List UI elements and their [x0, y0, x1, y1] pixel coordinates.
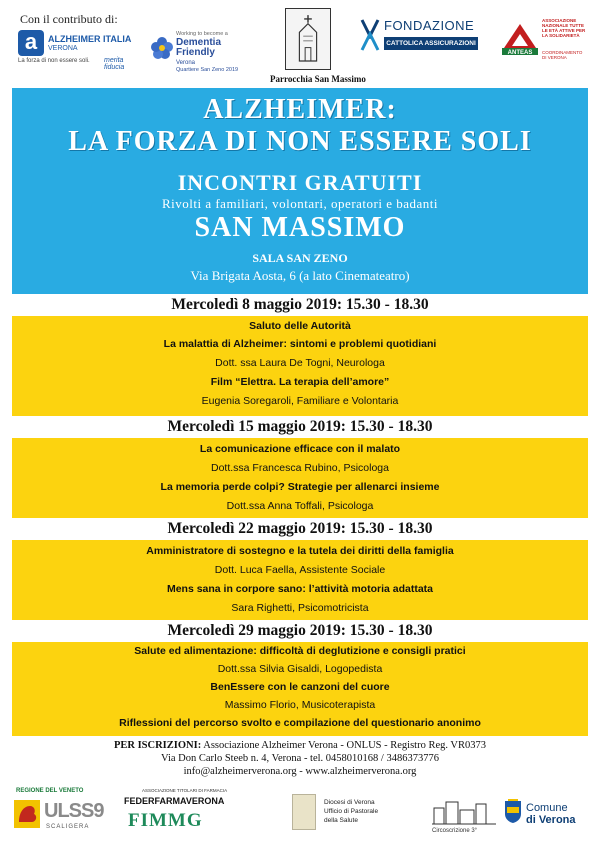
comune-logo [504, 796, 590, 836]
alzheimer-italia-logo [18, 30, 138, 74]
venue: SALA SAN ZENO [252, 251, 348, 265]
event-item: BenEssere con le canzoni del cuore [210, 681, 390, 693]
alzheimer-italia-name: ALZHEIMER ITALIA [48, 34, 132, 44]
forget-me-not-icon [150, 36, 174, 60]
dementia-sub: Quartiere San Zeno 2019 [176, 67, 239, 73]
registration-lead: PER ISCRIZIONI: [113, 740, 202, 751]
dementia-friendly-logo [150, 30, 260, 76]
registration-contacts[interactable]: info@alzheimerverona.org - www.alzheimerverona.org [183, 766, 417, 777]
diocesi-line1: Diocesi di Verona [324, 799, 375, 806]
circoscrizione-logo [428, 796, 504, 840]
title-line2: LA FORZA DI NON ESSERE SOLI [68, 126, 532, 157]
fondazione-name: FONDAZIONE [384, 18, 475, 33]
event-block [12, 316, 588, 416]
ulss9-logo [14, 788, 104, 838]
event-item: La comunicazione efficace con il malato [199, 443, 401, 455]
federfarma-top: ASSOCIAZIONE TITOLARI DI FARMACIA [142, 788, 228, 793]
event-item: Dott. Luca Faella, Assistente Sociale [214, 564, 386, 576]
federfarma-name: FEDERFARMAVERONA [124, 796, 225, 806]
diocesi-mark-icon [292, 794, 316, 830]
event-item: La malattia di Alzheimer: sintomi e problemi quotidiani [163, 338, 437, 350]
event-block [12, 642, 588, 736]
parrocchia-logo [270, 8, 372, 88]
event-date: Mercoledì 15 maggio 2019: 15.30 - 18.30 [167, 418, 433, 435]
circoscrizione-name: Circoscrizione 3° [432, 828, 478, 834]
comune-line2: di Verona [526, 814, 576, 826]
registration-line1 [0, 740, 600, 753]
event-item: Massimo Florio, Musicoterapista [224, 699, 376, 711]
event-date: Mercoledì 8 maggio 2019: 15.30 - 18.30 [171, 296, 429, 313]
address: Via Brigata Aosta, 6 (a lato Cinemateatro) [190, 268, 410, 283]
anteas-city: COORDINAMENTO DI VERONA [542, 50, 583, 60]
diocesi-logo [292, 792, 412, 836]
ulss-sub: SCALIGERA [46, 824, 90, 830]
event-item: Amministratore di sostegno e la tutela dei diritti della famiglia [146, 545, 454, 557]
event-item: Eugenia Soregaroli, Familiare e Volontaria [201, 395, 399, 407]
event-item: Mens sana in corpore sano: l’attività motoria adattata [166, 583, 434, 595]
fondazione-mark-icon [360, 18, 380, 52]
audience: Rivolti a familiari, volontari, operatori e badanti [161, 196, 439, 211]
event-item: Film “Elettra. La terapia dell’amore” [210, 376, 390, 388]
parrocchia-name: Parrocchia San Massimo [270, 74, 366, 84]
event-item: Saluto delle Autorità [249, 320, 351, 332]
alzheimer-italia-tagline: La forza di non essere soli. [18, 58, 90, 64]
event-item: Dott. ssa Laura De Togni, Neurologa [215, 357, 385, 369]
dementia-name-line2: Friendly [176, 47, 215, 58]
location: SAN MASSIMO [194, 212, 406, 243]
merita-fiducia-badge: merita fiducia [104, 57, 125, 71]
dementia-top-text: Working to become a [176, 31, 228, 37]
event-item: Dott.ssa Anna Toffali, Psicologa [226, 500, 374, 512]
fondazione-logo [360, 16, 482, 58]
lion-icon [14, 800, 40, 828]
event-date: Mercoledì 29 maggio 2019: 15.30 - 18.30 [167, 622, 433, 639]
sponsor-intro: Con il contributo di: [20, 12, 118, 26]
event-item: Sara Righetti, Psicomotricista [231, 602, 369, 614]
subtitle: INCONTRI GRATUITI [177, 170, 423, 195]
diocesi-text [324, 798, 378, 825]
dementia-name-line1: Dementia [176, 37, 222, 48]
anteas-mark-icon [500, 20, 540, 56]
alzheimer-a-icon: a [18, 30, 44, 56]
buildings-icon [432, 796, 496, 826]
event-item: Dott.ssa Francesca Rubino, Psicologa [210, 462, 389, 474]
dementia-city: Verona [176, 60, 196, 66]
diocesi-line2: Ufficio di Pastorale [324, 808, 379, 815]
event-block [12, 438, 588, 518]
event-item: Salute ed alimentazione: difficoltà di deglutizione e consigli pratici [134, 645, 466, 657]
ulss-region: REGIONE DEL VENETO [16, 788, 84, 794]
fondazione-sub: CATTOLICA ASSICURAZIONI [384, 37, 478, 50]
anteas-text: ASSOCIAZIONE NAZIONALE TUTTE LE ETÀ ATTIVE PER LA SOLIDARIETÀ [542, 18, 586, 38]
comune-line1: Comune [526, 802, 568, 814]
anteas-logo [500, 18, 586, 60]
fimmg-mark: FIMMG [128, 810, 203, 831]
shield-icon [504, 798, 522, 824]
anteas-mark-text: ANTEAS [507, 50, 533, 56]
church-icon [285, 8, 331, 70]
event-item: La memoria perde colpi? Strategie per allenarci insieme [160, 481, 440, 493]
alzheimer-italia-city: VERONA [48, 45, 78, 52]
registration-address: Via Don Carlo Steeb n. 4, Verona - tel. 0458010168 / 3486373776 [161, 753, 439, 764]
event-item: Dott.ssa Silvia Gisaldi, Logopedista [217, 663, 383, 675]
diocesi-line3: della Salute [324, 817, 358, 824]
event-block [12, 540, 588, 620]
dementia-name [176, 38, 221, 58]
registration-org: Associazione Alzheimer Verona - ONLUS - Registro Reg. VR0373 [201, 740, 487, 751]
event-date: Mercoledì 22 maggio 2019: 15.30 - 18.30 [167, 520, 433, 537]
title-banner [12, 88, 588, 294]
event-item: Riflessioni del percorso svolto e compilazione del questionario anonimo [119, 717, 481, 729]
registration-info [0, 740, 600, 779]
title-line1: ALZHEIMER: [203, 94, 397, 125]
federfarma-logo [124, 788, 254, 838]
ulss-name: ULSS9 [44, 800, 104, 822]
